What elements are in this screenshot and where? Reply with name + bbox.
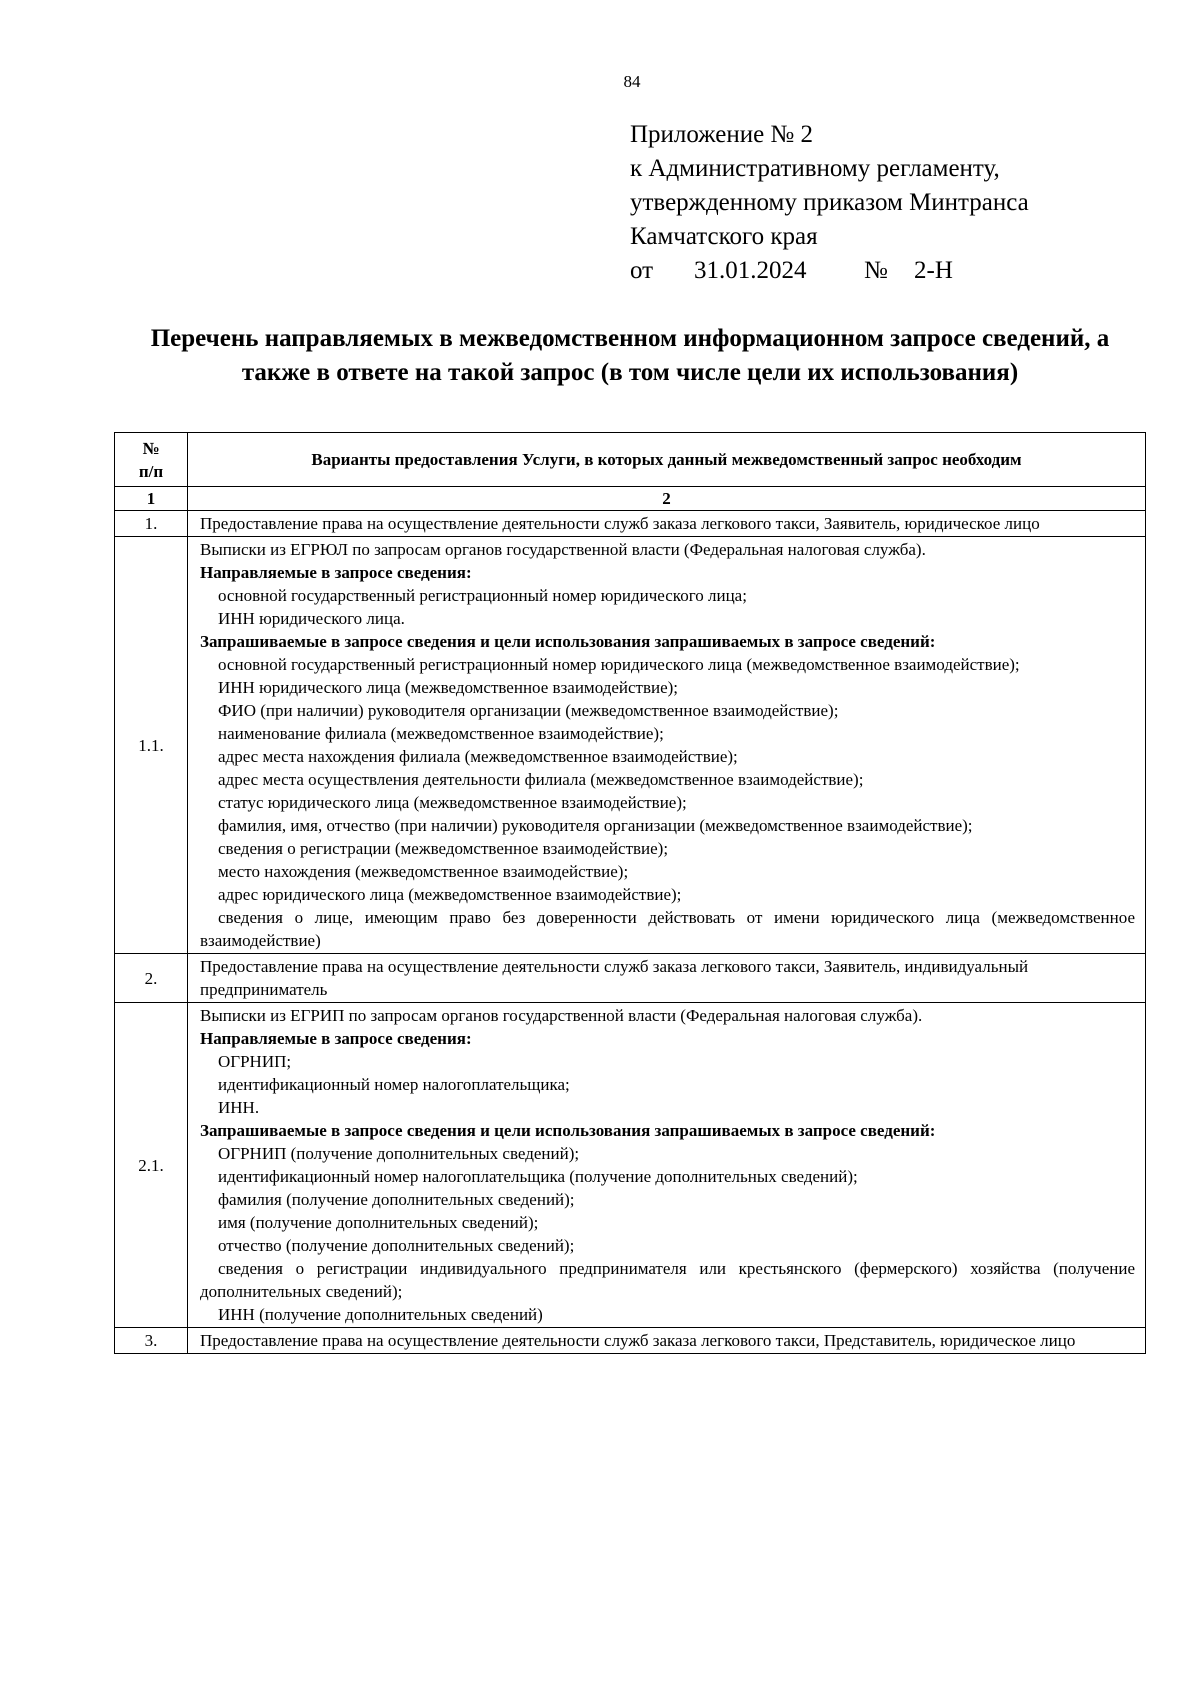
- sent-item: основной государственный регистрационный номер юридического лица;: [218, 586, 747, 605]
- appendix-block: [630, 118, 1029, 288]
- table-header-row: [115, 433, 1146, 487]
- variant-title: Предоставление права на осуществление деятельности служб заказа легкового такси, Заявитель, юридическое лицо: [200, 514, 1040, 533]
- requested-label: Запрашиваемые в запросе сведения и цели использования запрашиваемых в запросе сведений:: [200, 632, 936, 651]
- row-number: 2.1.: [115, 1003, 188, 1328]
- requested-item: сведения о регистрации индивидуального предпринимателя или крестьянского (фермерского) хозяйства (получение дополнительных сведений);: [200, 1259, 1135, 1301]
- requested-item: адрес юридического лица (межведомственное взаимодействие);: [218, 885, 682, 904]
- requested-item: идентификационный номер налогоплательщика (получение дополнительных сведений);: [218, 1167, 858, 1186]
- row-content: [188, 537, 1146, 954]
- appendix-line-1: Приложение № 2: [630, 121, 814, 148]
- row-number: 3.: [115, 1328, 188, 1354]
- requested-item: сведения о лице, имеющим право без доверенности действовать от имени юридического лица (межведомственное взаимодействие): [200, 908, 1135, 950]
- requested-item: ИНН юридического лица (межведомственное взаимодействие);: [218, 678, 679, 697]
- table-row: [115, 537, 1146, 954]
- requested-item: адрес места осуществления деятельности филиала (межведомственное взаимодействие);: [218, 770, 864, 789]
- row-content: [188, 954, 1146, 1003]
- table-subheader-row: [115, 487, 1146, 511]
- table-row: [115, 1003, 1146, 1328]
- subheader-col1: 1: [115, 487, 188, 511]
- variant-title: Предоставление права на осуществление деятельности служб заказа легкового такси, Представитель, юридическое лицо: [200, 1331, 1076, 1350]
- variant-title: Предоставление права на осуществление деятельности служб заказа легкового такси, Заявитель, индивидуальный предприниматель: [200, 957, 1029, 999]
- requested-item: ИНН (получение дополнительных сведений): [218, 1305, 543, 1324]
- appendix-line-2: к Административному регламенту,: [630, 155, 1000, 182]
- sent-item: ОГРНИП;: [218, 1052, 292, 1071]
- requested-item: сведения о регистрации (межведомственное взаимодействие);: [218, 839, 669, 858]
- request-source: Выписки из ЕГРЮЛ по запросам органов государственной власти (Федеральная налоговая служба).: [200, 540, 926, 559]
- requests-table: [114, 432, 1146, 1354]
- row-number: 1.1.: [115, 537, 188, 954]
- requested-item: имя (получение дополнительных сведений);: [218, 1213, 539, 1232]
- table-row: [115, 511, 1146, 537]
- row-number: 1.: [115, 511, 188, 537]
- date-prefix: от: [630, 257, 654, 284]
- requested-item: фамилия (получение дополнительных сведений);: [218, 1190, 575, 1209]
- sent-item: ИНН юридического лица.: [218, 609, 405, 628]
- requested-label: Запрашиваемые в запросе сведения и цели использования запрашиваемых в запросе сведений:: [200, 1121, 936, 1140]
- table-row: [115, 954, 1146, 1003]
- document-title: Перечень направляемых в межведомственном информационном запросе сведений, а также в ответе на такой запрос (в том числе цели их использования): [150, 325, 1110, 386]
- appendix-line-3: утвержденному приказом Минтранса: [630, 189, 1029, 216]
- requested-item: отчество (получение дополнительных сведений);: [218, 1236, 575, 1255]
- requested-item: статус юридического лица (межведомственное взаимодействие);: [218, 793, 687, 812]
- page-number: 84: [623, 72, 641, 91]
- row-number: 2.: [115, 954, 188, 1003]
- document-number: 2-Н: [914, 257, 953, 284]
- requested-item: место нахождения (межведомственное взаимодействие);: [218, 862, 629, 881]
- header-number: № п/п: [115, 433, 188, 487]
- row-content: [188, 1003, 1146, 1328]
- appendix-line-4: Камчатского края: [630, 223, 818, 250]
- requested-item: ОГРНИП (получение дополнительных сведений);: [218, 1144, 580, 1163]
- header-variants: Варианты предоставления Услуги, в которых данный межведомственный запрос необходим: [188, 433, 1146, 487]
- sent-item: идентификационный номер налогоплательщика;: [218, 1075, 570, 1094]
- sent-label: Направляемые в запросе сведения:: [200, 563, 472, 582]
- subheader-col2: 2: [188, 487, 1146, 511]
- requested-item: основной государственный регистрационный номер юридического лица (межведомственное взаимодействие);: [218, 655, 1020, 674]
- document-date: 31.01.2024: [694, 257, 807, 284]
- appendix-date-line: [630, 254, 1029, 288]
- sent-item: ИНН.: [218, 1098, 260, 1117]
- table-row: [115, 1328, 1146, 1354]
- row-content: [188, 511, 1146, 537]
- requested-item: ФИО (при наличии) руководителя организации (межведомственное взаимодействие);: [218, 701, 839, 720]
- request-source: Выписки из ЕГРИП по запросам органов государственной власти (Федеральная налоговая служба).: [200, 1006, 923, 1025]
- number-prefix: №: [864, 257, 888, 284]
- requested-item: наименование филиала (межведомственное взаимодействие);: [218, 724, 664, 743]
- sent-label: Направляемые в запросе сведения:: [200, 1029, 472, 1048]
- row-content: [188, 1328, 1146, 1354]
- requested-item: фамилия, имя, отчество (при наличии) руководителя организации (межведомственное взаимодействие);: [218, 816, 973, 835]
- requested-item: адрес места нахождения филиала (межведомственное взаимодействие);: [218, 747, 738, 766]
